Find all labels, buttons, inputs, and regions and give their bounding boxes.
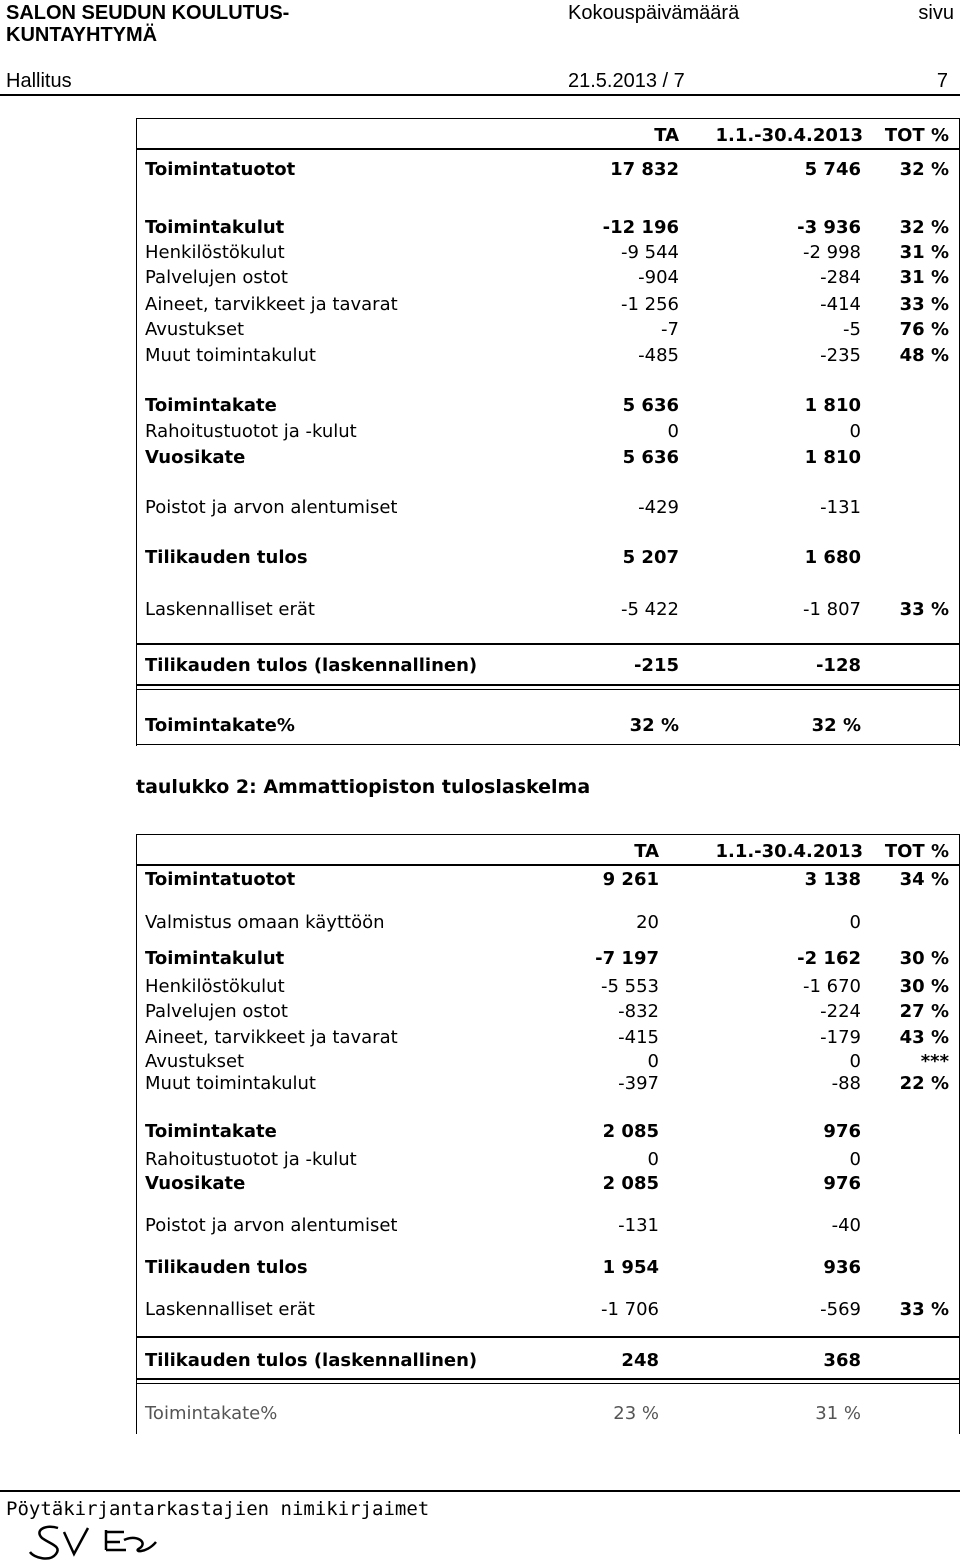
- tot-value: 22 %: [899, 1073, 949, 1094]
- tot-value: 32 %: [899, 159, 949, 180]
- period-value: -1 807: [802, 599, 861, 620]
- period-value: 3 138: [804, 869, 861, 890]
- row-label: Tilikauden tulos (laskennallinen): [145, 1350, 478, 1371]
- ta-value: 9 261: [602, 869, 659, 890]
- period-value: 1 810: [804, 395, 861, 416]
- page-label: sivu: [918, 2, 954, 24]
- ta-value: -7 197: [595, 948, 659, 969]
- organization-name: [6, 2, 289, 46]
- ta-value: -832: [618, 1001, 659, 1022]
- table-row: [137, 1072, 959, 1096]
- tot-value: 33 %: [899, 294, 949, 315]
- tot-value: 30 %: [899, 976, 949, 997]
- row-label: Aineet, tarvikkeet ja tavarat: [145, 1027, 398, 1048]
- tot-value: ***: [920, 1051, 949, 1072]
- ta-value: 0: [647, 1051, 659, 1072]
- table-row: [137, 868, 959, 892]
- row-label: Valmistus omaan käyttöön: [145, 912, 385, 933]
- period-value: -2 998: [802, 242, 861, 263]
- row-label: Palvelujen ostot: [145, 1001, 288, 1022]
- table-bottom-border: [137, 744, 959, 745]
- row-label: Muut toimintakulut: [145, 1073, 316, 1094]
- ta-value: -904: [638, 267, 679, 288]
- table-row: [137, 216, 959, 240]
- table-row: [137, 1026, 959, 1050]
- row-label: Vuosikate: [145, 447, 246, 468]
- table-row: [137, 1298, 959, 1322]
- period-value: -569: [820, 1299, 861, 1320]
- table-row: [137, 1148, 959, 1172]
- ta-value: 0: [667, 421, 679, 442]
- ta-value: -12 196: [602, 217, 679, 238]
- section-rule: [137, 684, 959, 686]
- row-label: Rahoitustuotot ja -kulut: [145, 421, 357, 442]
- ta-value: -397: [618, 1073, 659, 1094]
- ta-value: -429: [638, 497, 679, 518]
- period-value: 0: [849, 1149, 861, 1170]
- column-header-tot: TOT %: [884, 841, 949, 862]
- row-label: Rahoitustuotot ja -kulut: [145, 1149, 357, 1170]
- period-value: 976: [823, 1121, 861, 1142]
- ta-value: 5 207: [622, 547, 679, 568]
- table-row: [137, 158, 959, 182]
- row-label: Avustukset: [145, 319, 245, 340]
- row-label: Toimintatuotot: [145, 159, 296, 180]
- period-value: -235: [820, 345, 861, 366]
- header-rule: [137, 148, 959, 150]
- table-row: [137, 266, 959, 290]
- income-statement-table-1: [136, 118, 960, 746]
- table-row: [137, 1000, 959, 1024]
- table-row: [137, 1214, 959, 1238]
- row-label: Toimintakate%: [145, 1403, 278, 1424]
- table-row: [137, 1256, 959, 1280]
- row-label: Muut toimintakulut: [145, 345, 316, 366]
- table-row: [137, 911, 959, 935]
- tot-value: 33 %: [899, 1299, 949, 1320]
- table-row: [137, 975, 959, 999]
- period-value: -179: [820, 1027, 861, 1048]
- tot-value: 31 %: [899, 267, 949, 288]
- row-label: Toimintakate: [145, 1121, 277, 1142]
- period-value: 0: [849, 421, 861, 442]
- table-top-border: [137, 834, 959, 835]
- row-label: Toimintakate: [145, 395, 277, 416]
- section-rule: [137, 689, 959, 690]
- row-label: Aineet, tarvikkeet ja tavarat: [145, 294, 398, 315]
- ta-value: 32 %: [629, 715, 679, 736]
- row-label: Henkilöstökulut: [145, 976, 285, 997]
- row-label: Avustukset: [145, 1051, 245, 1072]
- period-value: 0: [849, 912, 861, 933]
- row-label: Laskennalliset erät: [145, 599, 315, 620]
- period-value: -88: [831, 1073, 861, 1094]
- row-label: Poistot ja arvon alentumiset: [145, 497, 398, 518]
- page-number: 7: [936, 70, 948, 92]
- row-label: Toimintakulut: [145, 948, 285, 969]
- period-value: 5 746: [804, 159, 861, 180]
- table-row: [137, 420, 959, 444]
- period-value: -5: [843, 319, 861, 340]
- table-row: [137, 344, 959, 368]
- organization-name-line2: KUNTAYHTYMÄ: [6, 24, 158, 46]
- ta-value: -7: [661, 319, 679, 340]
- ta-value: -5 553: [600, 976, 659, 997]
- column-header-ta: TA: [634, 841, 659, 862]
- table-header-row: [137, 840, 959, 864]
- table-row: [137, 947, 959, 971]
- period-value: -131: [820, 497, 861, 518]
- meeting-date-label: Kokouspäivämäärä: [568, 2, 740, 24]
- table-row: [137, 1349, 959, 1373]
- tot-value: 32 %: [899, 217, 949, 238]
- table-row: [137, 241, 959, 265]
- table-row: [137, 1172, 959, 1196]
- table-row: [137, 714, 959, 738]
- table-row: [137, 1120, 959, 1144]
- header-rule: [137, 864, 959, 866]
- row-label: Palvelujen ostot: [145, 267, 288, 288]
- ta-value: -9 544: [620, 242, 679, 263]
- period-value: -2 162: [797, 948, 861, 969]
- row-label: Vuosikate: [145, 1173, 246, 1194]
- section-rule: [137, 1378, 959, 1380]
- initials-label: Pöytäkirjantarkastajien nimikirjaimet: [6, 1498, 430, 1520]
- table-row: [137, 496, 959, 520]
- period-value: -40: [831, 1215, 861, 1236]
- row-label: Toimintatuotot: [145, 869, 296, 890]
- period-value: -284: [820, 267, 861, 288]
- row-label: Laskennalliset erät: [145, 1299, 315, 1320]
- ta-value: 17 832: [610, 159, 679, 180]
- tot-value: 27 %: [899, 1001, 949, 1022]
- column-header-period: 1.1.-30.4.2013: [715, 841, 863, 862]
- ta-value: -215: [633, 655, 679, 676]
- ta-value: -131: [618, 1215, 659, 1236]
- column-header-ta: TA: [654, 125, 679, 146]
- tot-value: 31 %: [899, 242, 949, 263]
- tot-value: 30 %: [899, 948, 949, 969]
- table-row: [137, 318, 959, 342]
- table-row: [137, 654, 959, 678]
- period-value: 32 %: [811, 715, 861, 736]
- row-label: Poistot ja arvon alentumiset: [145, 1215, 398, 1236]
- ta-value: -485: [638, 345, 679, 366]
- ta-value: 23 %: [613, 1403, 659, 1424]
- ta-value: 2 085: [602, 1173, 659, 1194]
- ta-value: 2 085: [602, 1121, 659, 1142]
- period-value: 31 %: [815, 1403, 861, 1424]
- section-rule: [137, 1383, 959, 1384]
- table-caption: taulukko 2: Ammattiopiston tuloslaskelma: [136, 776, 591, 798]
- meeting-date: 21.5.2013 / 7: [568, 70, 685, 92]
- table-row: [137, 598, 959, 622]
- header-rule: [0, 94, 960, 96]
- tot-value: 34 %: [899, 869, 949, 890]
- period-value: 936: [823, 1257, 861, 1278]
- table-row: [137, 394, 959, 418]
- row-label: Henkilöstökulut: [145, 242, 285, 263]
- row-label: Tilikauden tulos: [145, 547, 308, 568]
- table-row: [137, 293, 959, 317]
- ta-value: 20: [636, 912, 659, 933]
- ta-value: -1 706: [600, 1299, 659, 1320]
- ta-value: -5 422: [620, 599, 679, 620]
- footer-rule: [0, 1490, 960, 1492]
- tot-value: 33 %: [899, 599, 949, 620]
- governing-body: Hallitus: [6, 70, 72, 92]
- tot-value: 43 %: [899, 1027, 949, 1048]
- page-header: [0, 0, 960, 96]
- column-header-tot: TOT %: [884, 125, 949, 146]
- table-row: [137, 1402, 959, 1426]
- period-value: 976: [823, 1173, 861, 1194]
- tot-value: 48 %: [899, 345, 949, 366]
- ta-value: 248: [621, 1350, 659, 1371]
- ta-value: -415: [618, 1027, 659, 1048]
- section-rule: [137, 643, 959, 645]
- row-label: Tilikauden tulos (laskennallinen): [145, 655, 478, 676]
- ta-value: 0: [647, 1149, 659, 1170]
- period-value: -3 936: [797, 217, 861, 238]
- ta-value: -1 256: [620, 294, 679, 315]
- period-value: 1 810: [804, 447, 861, 468]
- table-row: [137, 1050, 959, 1074]
- period-value: -1 670: [802, 976, 861, 997]
- tot-value: 76 %: [899, 319, 949, 340]
- income-statement-table-2: [136, 834, 960, 1434]
- table-header-row: [137, 124, 959, 148]
- table-row: [137, 546, 959, 570]
- ta-value: 5 636: [622, 395, 679, 416]
- ta-value: 5 636: [622, 447, 679, 468]
- section-rule: [137, 1336, 959, 1338]
- period-value: 0: [849, 1051, 861, 1072]
- table-top-border: [137, 118, 959, 119]
- row-label: Toimintakulut: [145, 217, 285, 238]
- row-label: Tilikauden tulos: [145, 1257, 308, 1278]
- column-header-period: 1.1.-30.4.2013: [715, 125, 863, 146]
- period-value: 1 680: [804, 547, 861, 568]
- handwritten-initials-signature: [28, 1520, 178, 1566]
- table-row: [137, 446, 959, 470]
- period-value: 368: [823, 1350, 861, 1371]
- period-value: -128: [815, 655, 861, 676]
- ta-value: 1 954: [602, 1257, 659, 1278]
- period-value: -414: [820, 294, 861, 315]
- organization-name-line1: SALON SEUDUN KOULUTUS-: [6, 2, 290, 24]
- row-label: Toimintakate%: [145, 715, 295, 736]
- period-value: -224: [820, 1001, 861, 1022]
